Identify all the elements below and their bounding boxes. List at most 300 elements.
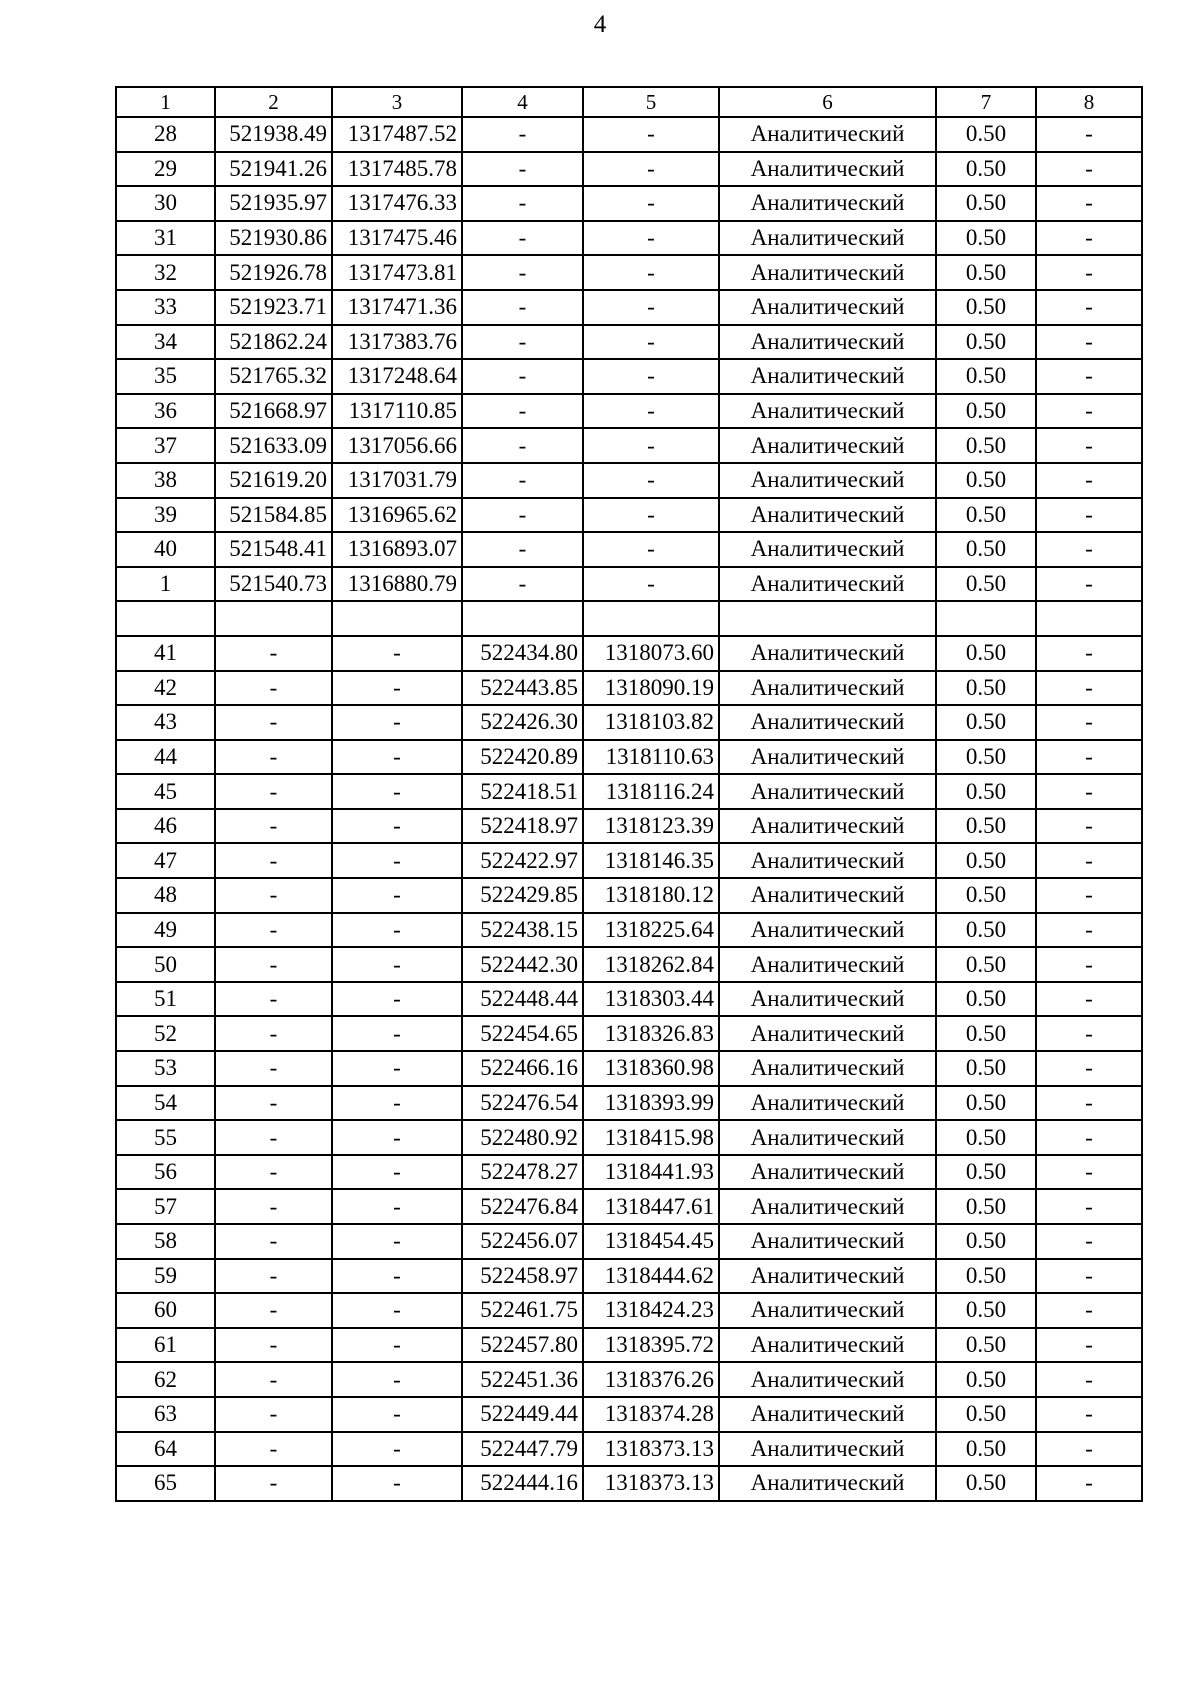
table-cell: 0.50 (936, 671, 1036, 706)
table-cell: - (583, 428, 719, 463)
table-cell: 57 (116, 1189, 215, 1224)
table-row (116, 463, 1142, 498)
table-cell: - (215, 1259, 332, 1294)
table-cell: - (462, 117, 583, 152)
table-cell: - (1036, 152, 1142, 187)
table-row (116, 1051, 1142, 1086)
table-cell: - (332, 1432, 462, 1467)
table-cell: 522418.97 (462, 809, 583, 844)
table-cell: - (1036, 1224, 1142, 1259)
table-cell: - (1036, 809, 1142, 844)
table-cell: - (462, 567, 583, 602)
table-cell: 1318415.98 (583, 1120, 719, 1155)
table-cell: 521938.49 (215, 117, 332, 152)
table-cell: - (215, 1362, 332, 1397)
table-cell: 34 (116, 325, 215, 360)
table-cell: 0.50 (936, 1293, 1036, 1328)
table-cell: - (215, 1224, 332, 1259)
table-cell: Аналитический (719, 982, 936, 1017)
table-cell: - (1036, 1293, 1142, 1328)
table-cell: - (215, 1189, 332, 1224)
table-cell: - (215, 878, 332, 913)
table-cell: - (1036, 359, 1142, 394)
table-cell: Аналитический (719, 1086, 936, 1121)
empty-cell (583, 601, 719, 636)
table-cell: - (332, 1397, 462, 1432)
table-cell: - (215, 671, 332, 706)
table-cell: 522461.75 (462, 1293, 583, 1328)
table-cell: Аналитический (719, 1016, 936, 1051)
table-cell: Аналитический (719, 221, 936, 256)
table-cell: - (1036, 567, 1142, 602)
table-cell: 522434.80 (462, 636, 583, 671)
table-cell: 522443.85 (462, 671, 583, 706)
empty-cell (116, 601, 215, 636)
table-cell: 64 (116, 1432, 215, 1467)
table-cell: 1318123.39 (583, 809, 719, 844)
table-cell: - (1036, 394, 1142, 429)
table-cell: 43 (116, 705, 215, 740)
table-cell: Аналитический (719, 1051, 936, 1086)
empty-cell (719, 601, 936, 636)
table-cell: 1318454.45 (583, 1224, 719, 1259)
table-row (116, 705, 1142, 740)
table-cell: - (462, 463, 583, 498)
table-cell: - (583, 325, 719, 360)
table-cell: 1318103.82 (583, 705, 719, 740)
table-cell: 522458.97 (462, 1259, 583, 1294)
table-cell: - (332, 1086, 462, 1121)
table-cell: 1318444.62 (583, 1259, 719, 1294)
table-cell: 37 (116, 428, 215, 463)
table-cell: 32 (116, 255, 215, 290)
table-cell: 1317485.78 (332, 152, 462, 187)
table-cell: - (1036, 1328, 1142, 1363)
table-row (116, 878, 1142, 913)
column-header: 5 (583, 87, 719, 117)
table-cell: 1316893.07 (332, 532, 462, 567)
table-cell: Аналитический (719, 325, 936, 360)
table-cell: 522426.30 (462, 705, 583, 740)
table-cell: Аналитический (719, 809, 936, 844)
table-cell: 0.50 (936, 1397, 1036, 1432)
table-cell: 0.50 (936, 428, 1036, 463)
table-cell: - (215, 774, 332, 809)
table-cell: 0.50 (936, 463, 1036, 498)
table-cell: 0.50 (936, 705, 1036, 740)
column-header: 2 (215, 87, 332, 117)
table-cell: 1318116.24 (583, 774, 719, 809)
table-cell: - (1036, 186, 1142, 221)
table-cell: Аналитический (719, 428, 936, 463)
column-header: 7 (936, 87, 1036, 117)
table-cell: 521584.85 (215, 498, 332, 533)
table-cell: - (583, 463, 719, 498)
table-cell: 1318393.99 (583, 1086, 719, 1121)
table-cell: - (462, 428, 583, 463)
table-row (116, 1362, 1142, 1397)
table-cell: - (332, 1293, 462, 1328)
table-row (116, 221, 1142, 256)
table-row (116, 117, 1142, 152)
table-row (116, 567, 1142, 602)
table-cell: - (583, 567, 719, 602)
table-cell: 1318073.60 (583, 636, 719, 671)
table-cell: - (215, 740, 332, 775)
table-cell: Аналитический (719, 186, 936, 221)
table-cell: 62 (116, 1362, 215, 1397)
table-cell: 29 (116, 152, 215, 187)
table-cell: 0.50 (936, 1155, 1036, 1190)
table-row (116, 359, 1142, 394)
table-cell: - (1036, 117, 1142, 152)
table-cell: 0.50 (936, 567, 1036, 602)
table-cell: - (462, 255, 583, 290)
table-cell: Аналитический (719, 1293, 936, 1328)
table-cell: 522449.44 (462, 1397, 583, 1432)
empty-cell (936, 601, 1036, 636)
table-cell: Аналитический (719, 878, 936, 913)
table-cell: - (1036, 463, 1142, 498)
table-cell: - (215, 1051, 332, 1086)
table-cell: 0.50 (936, 740, 1036, 775)
table-cell: - (1036, 498, 1142, 533)
table-row (116, 913, 1142, 948)
table-cell: - (583, 186, 719, 221)
table-cell: 522476.84 (462, 1189, 583, 1224)
table-cell: 1318373.13 (583, 1466, 719, 1501)
table-cell: 0.50 (936, 359, 1036, 394)
table-cell: 522480.92 (462, 1120, 583, 1155)
table-cell: 51 (116, 982, 215, 1017)
table-cell: 1318373.13 (583, 1432, 719, 1467)
table-cell: - (332, 705, 462, 740)
table-cell: 0.50 (936, 532, 1036, 567)
table-cell: Аналитический (719, 255, 936, 290)
table-cell: 0.50 (936, 1328, 1036, 1363)
table-cell: 1317248.64 (332, 359, 462, 394)
table-cell: - (332, 1120, 462, 1155)
table-cell: Аналитический (719, 117, 936, 152)
table-cell: 521619.20 (215, 463, 332, 498)
table-cell: 0.50 (936, 290, 1036, 325)
table-cell: - (332, 636, 462, 671)
table-cell: 521548.41 (215, 532, 332, 567)
table-cell: - (215, 982, 332, 1017)
table-cell: - (583, 152, 719, 187)
table-cell: 522418.51 (462, 774, 583, 809)
table-cell: 61 (116, 1328, 215, 1363)
table-row (116, 1293, 1142, 1328)
table-cell: - (1036, 843, 1142, 878)
table-cell: - (462, 359, 583, 394)
table-cell: 0.50 (936, 152, 1036, 187)
table-cell: 1318376.26 (583, 1362, 719, 1397)
table-cell: Аналитический (719, 394, 936, 429)
table-cell: Аналитический (719, 740, 936, 775)
table-cell: Аналитический (719, 947, 936, 982)
table-cell: - (1036, 1432, 1142, 1467)
table-cell: - (1036, 913, 1142, 948)
table-cell: - (1036, 255, 1142, 290)
table-cell: 54 (116, 1086, 215, 1121)
table-cell: 1318180.12 (583, 878, 719, 913)
table-row (116, 532, 1142, 567)
table-cell: - (215, 913, 332, 948)
table-cell: 42 (116, 671, 215, 706)
table-row (116, 1224, 1142, 1259)
table-cell: Аналитический (719, 671, 936, 706)
table-cell: - (462, 186, 583, 221)
table-cell: 1317475.46 (332, 221, 462, 256)
table-cell: 1317383.76 (332, 325, 462, 360)
table-cell: 0.50 (936, 1120, 1036, 1155)
table-cell: 1318326.83 (583, 1016, 719, 1051)
table-cell: 1 (116, 567, 215, 602)
table-cell: Аналитический (719, 1466, 936, 1501)
table-cell: 0.50 (936, 843, 1036, 878)
table-cell: Аналитический (719, 152, 936, 187)
table-cell: - (215, 1466, 332, 1501)
table-cell: 0.50 (936, 498, 1036, 533)
table-cell: - (215, 1293, 332, 1328)
table-cell: - (462, 221, 583, 256)
table-cell: 1316965.62 (332, 498, 462, 533)
table-cell: - (215, 1120, 332, 1155)
table-cell: - (332, 843, 462, 878)
table-cell: 522429.85 (462, 878, 583, 913)
table-row (116, 1016, 1142, 1051)
table-cell: 1318441.93 (583, 1155, 719, 1190)
table-cell: 46 (116, 809, 215, 844)
table-cell: 0.50 (936, 394, 1036, 429)
table-row (116, 740, 1142, 775)
table-cell: 1318374.28 (583, 1397, 719, 1432)
table-cell: 38 (116, 463, 215, 498)
table-cell: - (1036, 1397, 1142, 1432)
table-row (116, 1466, 1142, 1501)
empty-cell (332, 601, 462, 636)
table-row (116, 1397, 1142, 1432)
table-row (116, 1432, 1142, 1467)
table-cell: 58 (116, 1224, 215, 1259)
table-cell: 522476.54 (462, 1086, 583, 1121)
table-cell: 0.50 (936, 186, 1036, 221)
table-cell: Аналитический (719, 1259, 936, 1294)
table-cell: - (215, 1086, 332, 1121)
table-cell: 1318110.63 (583, 740, 719, 775)
table-cell: - (1036, 1189, 1142, 1224)
table-cell: Аналитический (719, 1224, 936, 1259)
page-number: 4 (593, 11, 607, 38)
table-cell: - (462, 532, 583, 567)
table-cell: - (332, 947, 462, 982)
table-cell: 65 (116, 1466, 215, 1501)
table-cell: Аналитический (719, 532, 936, 567)
table-row (116, 1328, 1142, 1363)
table-cell: - (215, 705, 332, 740)
table-cell: 0.50 (936, 221, 1036, 256)
table-cell: - (332, 913, 462, 948)
table-cell: Аналитический (719, 705, 936, 740)
table-cell: - (583, 117, 719, 152)
table-cell: 53 (116, 1051, 215, 1086)
coordinates-table (115, 86, 1143, 1502)
table-cell: Аналитический (719, 1432, 936, 1467)
table-cell: - (215, 1016, 332, 1051)
table-cell: 1318395.72 (583, 1328, 719, 1363)
table-cell: - (1036, 428, 1142, 463)
table-cell: - (215, 1328, 332, 1363)
table-cell: 522466.16 (462, 1051, 583, 1086)
header-row (116, 87, 1142, 117)
table-cell: 522420.89 (462, 740, 583, 775)
table-cell: - (332, 878, 462, 913)
table-cell: 0.50 (936, 982, 1036, 1017)
table-cell: - (1036, 1466, 1142, 1501)
table-cell: - (1036, 947, 1142, 982)
table-cell: - (332, 1155, 462, 1190)
table-row (116, 325, 1142, 360)
table-cell: - (1036, 740, 1142, 775)
table-cell: - (1036, 671, 1142, 706)
table-cell: 39 (116, 498, 215, 533)
empty-cell (215, 601, 332, 636)
table-cell: - (332, 740, 462, 775)
table-cell: 522447.79 (462, 1432, 583, 1467)
table-cell: - (1036, 1259, 1142, 1294)
table-cell: 50 (116, 947, 215, 982)
table-cell: - (462, 498, 583, 533)
table-row (116, 947, 1142, 982)
table-cell: 522456.07 (462, 1224, 583, 1259)
table-cell: - (583, 394, 719, 429)
table-cell: 0.50 (936, 636, 1036, 671)
table-cell: 1318262.84 (583, 947, 719, 982)
table-cell: - (462, 290, 583, 325)
column-header: 3 (332, 87, 462, 117)
table-cell: - (462, 325, 583, 360)
table-cell: 0.50 (936, 947, 1036, 982)
table-row (116, 428, 1142, 463)
table-cell: 522451.36 (462, 1362, 583, 1397)
table-cell: 1317110.85 (332, 394, 462, 429)
table-cell: 49 (116, 913, 215, 948)
table-cell: 521935.97 (215, 186, 332, 221)
table-cell: 28 (116, 117, 215, 152)
table-cell: Аналитический (719, 843, 936, 878)
table-row (116, 152, 1142, 187)
table-row (116, 290, 1142, 325)
table-cell: - (1036, 1016, 1142, 1051)
table-cell: - (1036, 221, 1142, 256)
table-cell: 60 (116, 1293, 215, 1328)
table-cell: 45 (116, 774, 215, 809)
table-cell: 521923.71 (215, 290, 332, 325)
table-cell: 522478.27 (462, 1155, 583, 1190)
table-cell: - (462, 152, 583, 187)
table-cell: - (332, 982, 462, 1017)
table-cell: 0.50 (936, 117, 1036, 152)
table-cell: - (215, 1155, 332, 1190)
table-cell: - (215, 947, 332, 982)
table-cell: 0.50 (936, 1432, 1036, 1467)
table-row (116, 1155, 1142, 1190)
table-cell: 36 (116, 394, 215, 429)
table-cell: 1317476.33 (332, 186, 462, 221)
table-cell: - (583, 498, 719, 533)
table-cell: 55 (116, 1120, 215, 1155)
table-cell: - (1036, 1155, 1142, 1190)
table-cell: 0.50 (936, 878, 1036, 913)
table-cell: 521540.73 (215, 567, 332, 602)
table-cell: 1317471.36 (332, 290, 462, 325)
table-cell: - (1036, 636, 1142, 671)
table-cell: 1318146.35 (583, 843, 719, 878)
table-cell: 47 (116, 843, 215, 878)
table-cell: 0.50 (936, 1189, 1036, 1224)
table-cell: 35 (116, 359, 215, 394)
table-row (116, 1259, 1142, 1294)
table-cell: 521930.86 (215, 221, 332, 256)
table-cell: 59 (116, 1259, 215, 1294)
column-header: 1 (116, 87, 215, 117)
table-cell: 0.50 (936, 809, 1036, 844)
table-cell: 521862.24 (215, 325, 332, 360)
table-cell: - (583, 359, 719, 394)
table-cell: 1318360.98 (583, 1051, 719, 1086)
table-cell: Аналитический (719, 1328, 936, 1363)
table-cell: - (332, 1466, 462, 1501)
table-cell: 0.50 (936, 1466, 1036, 1501)
table-cell: - (332, 1362, 462, 1397)
table-cell: - (1036, 1086, 1142, 1121)
table-cell: - (215, 1432, 332, 1467)
table-cell: 521765.32 (215, 359, 332, 394)
table-cell: - (583, 221, 719, 256)
table-cell: - (583, 290, 719, 325)
table-cell: 1318303.44 (583, 982, 719, 1017)
table-row (116, 498, 1142, 533)
table-row (116, 255, 1142, 290)
table-cell: - (1036, 1362, 1142, 1397)
table-cell: - (332, 1224, 462, 1259)
table-cell: Аналитический (719, 636, 936, 671)
table-cell: - (583, 255, 719, 290)
table-cell: 31 (116, 221, 215, 256)
table-cell: Аналитический (719, 1362, 936, 1397)
table-cell: Аналитический (719, 913, 936, 948)
table-cell: Аналитический (719, 463, 936, 498)
table-cell: - (332, 671, 462, 706)
table-cell: Аналитический (719, 498, 936, 533)
table-cell: 521941.26 (215, 152, 332, 187)
table-cell: 522444.16 (462, 1466, 583, 1501)
table-cell: 33 (116, 290, 215, 325)
table-cell: 0.50 (936, 1362, 1036, 1397)
table-row (116, 982, 1142, 1017)
table-cell: Аналитический (719, 290, 936, 325)
table-cell: 0.50 (936, 1016, 1036, 1051)
table-cell: 1318447.61 (583, 1189, 719, 1224)
table-cell: 63 (116, 1397, 215, 1432)
table-cell: 30 (116, 186, 215, 221)
empty-cell (1036, 601, 1142, 636)
table-cell: 1318424.23 (583, 1293, 719, 1328)
column-header: 6 (719, 87, 936, 117)
table-row (116, 774, 1142, 809)
table-row (116, 1120, 1142, 1155)
